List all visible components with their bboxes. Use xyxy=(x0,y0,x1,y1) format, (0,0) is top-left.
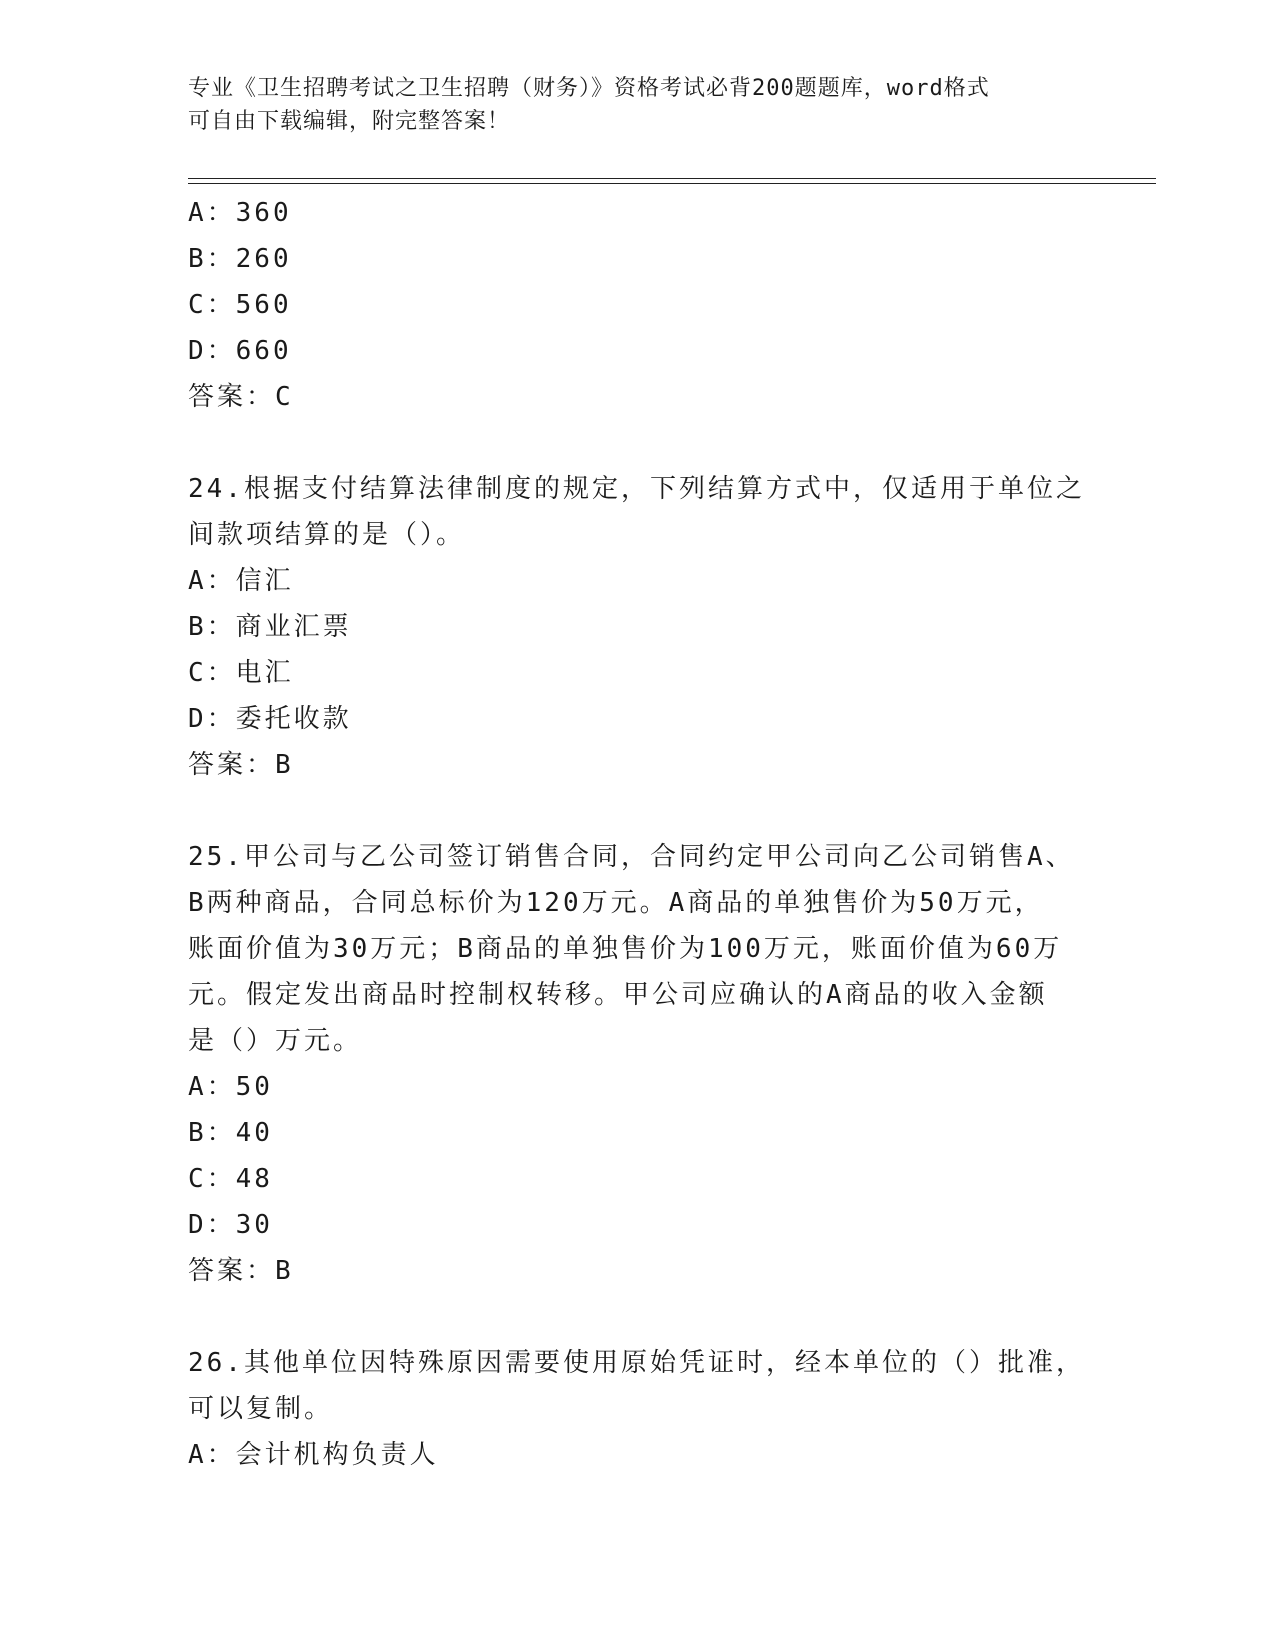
option-a: A：50 xyxy=(188,1072,273,1102)
question-block-25 xyxy=(188,834,1088,1294)
option-d: D：委托收款 xyxy=(188,704,352,734)
question-block-prev xyxy=(188,190,1088,420)
option-a: A：360 xyxy=(188,198,292,228)
answer-line: 答案：C xyxy=(188,382,294,412)
option-d: D：30 xyxy=(188,1210,273,1240)
question-text-line: 元。假定发出商品时控制权转移。甲公司应确认的A商品的收入金额 xyxy=(188,980,1048,1010)
question-text-line: 可以复制。 xyxy=(188,1394,334,1424)
option-a: A：信汇 xyxy=(188,566,294,596)
option-b: B：40 xyxy=(188,1118,273,1148)
spacer xyxy=(188,420,1088,466)
option-b: B：商业汇票 xyxy=(188,612,352,642)
answer-line: 答案：B xyxy=(188,1256,294,1286)
question-text-line: B两种商品，合同总标价为120万元。A商品的单独售价为50万元， xyxy=(188,888,1044,918)
option-d: D：660 xyxy=(188,336,292,366)
spacer xyxy=(188,1294,1088,1340)
document-header xyxy=(188,72,1078,138)
header-divider-bottom xyxy=(188,183,1156,184)
header-line-1: 专业《卫生招聘考试之卫生招聘（财务）》资格考试必背200题题库，word格式 xyxy=(188,76,990,101)
question-block-26 xyxy=(188,1340,1088,1478)
question-text-line: 账面价值为30万元；B商品的单独售价为100万元，账面价值为60万 xyxy=(188,934,1063,964)
answer-line: 答案：B xyxy=(188,750,294,780)
option-c: C：560 xyxy=(188,290,292,320)
question-text-line: 是（）万元。 xyxy=(188,1026,363,1056)
question-text-line: 25.甲公司与乙公司签订销售合同，合同约定甲公司向乙公司销售A、 xyxy=(188,842,1075,872)
question-text-line: 24.根据支付结算法律制度的规定，下列结算方式中，仅适用于单位之 xyxy=(188,474,1085,504)
header-divider-top xyxy=(188,178,1156,179)
question-text-line: 间款项结算的是（）。 xyxy=(188,520,466,550)
option-a: A：会计机构负责人 xyxy=(188,1440,439,1470)
question-text-line: 26.其他单位因特殊原因需要使用原始凭证时，经本单位的（）批准， xyxy=(188,1348,1085,1378)
option-c: C：电汇 xyxy=(188,658,294,688)
question-list xyxy=(188,190,1088,1478)
option-b: B：260 xyxy=(188,244,292,274)
option-c: C：48 xyxy=(188,1164,273,1194)
question-block-24 xyxy=(188,466,1088,788)
header-line-2: 可自由下载编辑，附完整答案！ xyxy=(188,109,511,134)
spacer xyxy=(188,788,1088,834)
